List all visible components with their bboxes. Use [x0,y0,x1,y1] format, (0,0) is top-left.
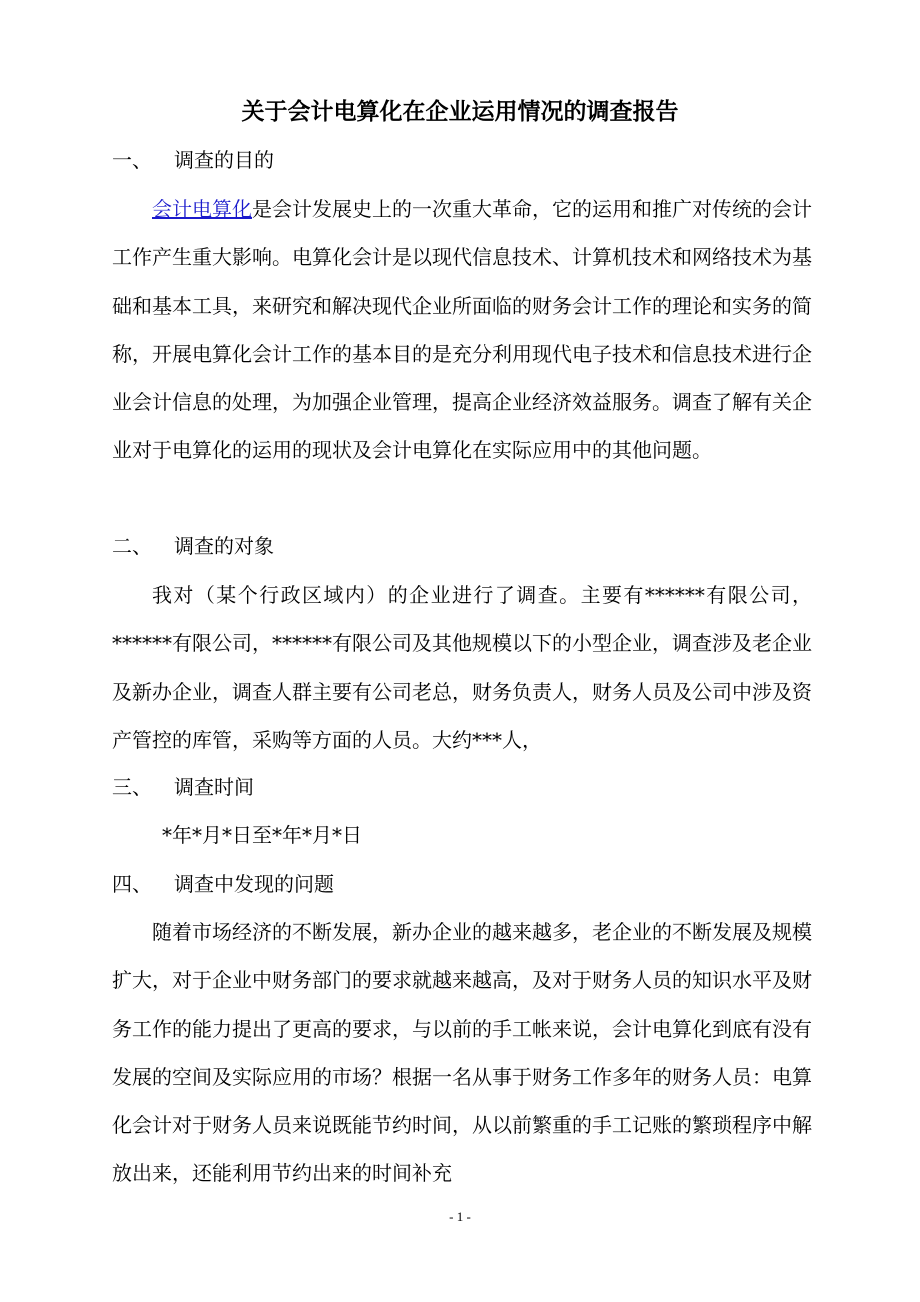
section-number: 二、 [112,534,152,558]
survey-date-range: *年*月*日至*年*月*日 [162,823,362,847]
document-title: 关于会计电算化在企业运用情况的调查报告 [241,98,679,125]
section-title: 调查中发现的问题 [174,872,334,896]
paragraph-text: 我对（某个行政区域内）的企业进行了调查。主要有******有限公司，******有限公司，******有限公司及其他规模以下的小型企业，调查涉及老企业及新办企业，调查人群主要有公司老总，财务负责人，财务人员及公司中涉及资产管控的库管，采购等方面的人员。大约***人， [112,583,812,752]
section-heading-purpose [112,143,274,177]
section-number: 一、 [112,148,152,172]
paragraph-problems [112,908,812,1198]
section-heading-subjects [112,529,274,563]
section-number: 三、 [112,775,152,799]
section-number: 四、 [112,872,152,896]
section-title: 调查的目的 [174,148,274,172]
section-title: 调查时间 [174,775,254,799]
paragraph-text: 随着市场经济的不断发展，新办企业的越来越多，老企业的不断发展及规模扩大，对于企业中财务部门的要求就越来越高，及对于财务人员的知识水平及财务工作的能力提出了更高的要求，与以前的手工帐来说，会计电算化到底有没有发展的空间及实际应用的市场？根据一名从事于财务工作多年的财务人员：电算化会计对于财务人员来说既能节约时间，从以前繁重的手工记账的繁琐程序中解放出来，还能利用节约出来的时间补充 [112,920,812,1186]
paragraph-subjects [112,571,812,764]
paragraph-text: 是会计发展史上的一次重大革命，它的运用和推广对传统的会计工作产生重大影响。电算化会计是以现代信息技术、计算机技术和网络技术为基础和基本工具，来研究和解决现代企业所面临的财务会计工作的理论和实务的简称，开展电算化会计工作的基本目的是充分利用现代电子技术和信息技术进行企业会计信息的处理，为加强企业管理，提高企业经济效益服务。调查了解有关企业对于电算化的运用的现状及会计电算化在实际应用中的其他问题。 [112,197,812,463]
paragraph-purpose [112,185,812,475]
section-title: 调查的对象 [174,534,274,558]
accounting-computerization-link[interactable]: 会计电算化 [152,197,252,221]
section-heading-problems [112,867,334,901]
section-heading-time [112,770,254,804]
page-number: - 1 - [449,1209,471,1224]
